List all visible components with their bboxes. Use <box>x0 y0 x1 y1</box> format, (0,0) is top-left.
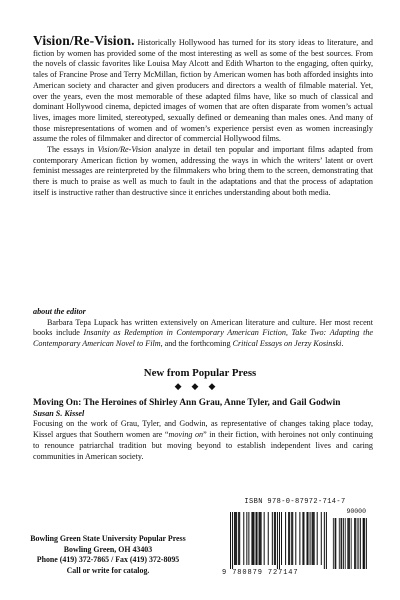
barcode-bar <box>239 512 240 565</box>
barcode-bar <box>257 512 258 565</box>
about-editor-section <box>33 307 373 350</box>
publisher-city: Bowling Green, OH 43403 <box>63 544 153 554</box>
barcode-bar <box>264 512 265 565</box>
price-code: 90000 <box>346 508 366 515</box>
about-editor-label: about the editor <box>33 307 86 316</box>
barcode-bar <box>274 512 275 565</box>
barcode-bar <box>307 512 308 565</box>
barcode-bar <box>272 512 273 565</box>
isbn-barcode <box>222 498 368 580</box>
barcode-addon-bar <box>366 518 367 569</box>
barcode-addon-bar <box>343 518 344 569</box>
barcode-bar <box>230 512 231 569</box>
barcode-bar <box>314 512 315 565</box>
barcode-bar <box>260 512 261 565</box>
barcode-bar <box>256 512 257 565</box>
featured-book-author: Susan S. Kissel <box>33 408 85 418</box>
barcode-addon-bar <box>341 518 342 569</box>
barcode-bar <box>312 512 313 565</box>
barcode-bar <box>308 512 309 565</box>
barcode-bar <box>303 512 304 565</box>
barcode-addon-bar <box>335 518 336 569</box>
featured-book-title: Moving On: The Heroines of Shirley Ann Grau, Anne Tyler, and Gail Godwin <box>33 398 341 408</box>
barcode-bar <box>326 512 327 569</box>
barcode-addon-bar <box>345 518 346 569</box>
barcode-bar <box>317 512 318 565</box>
barcode-addon-bar <box>349 518 350 569</box>
barcode-bar <box>292 512 293 565</box>
barcode-addon-bar <box>364 518 365 569</box>
new-from-heading: New from Popular Press <box>143 367 257 379</box>
book-title: Vision/Re-Vision. <box>33 33 135 48</box>
barcode-icon <box>222 506 368 570</box>
barcode-addon-bar <box>355 518 356 569</box>
publisher-phone: Phone (419) 372-7865 / Fax (419) 372-8095 <box>36 555 180 564</box>
barcode-bar <box>236 512 237 565</box>
featured-book <box>33 398 373 462</box>
barcode-bar <box>324 512 325 569</box>
barcode-addon-bar <box>363 518 364 569</box>
barcode-addon-bar <box>339 518 340 569</box>
barcode-addon-bar <box>348 518 349 569</box>
barcode-bar <box>313 512 314 565</box>
publisher-info <box>28 534 188 576</box>
barcode-bar <box>302 512 303 565</box>
barcode-bar <box>243 512 244 565</box>
title-reference: Vision/Re-Vision <box>97 145 152 155</box>
barcode-addon-bar <box>354 518 355 569</box>
barcode-bar <box>295 512 296 565</box>
barcode-addon-bar <box>341 518 342 569</box>
barcode-bar <box>251 512 252 565</box>
barcode-bar <box>268 512 269 565</box>
barcode-addon-bar <box>335 518 336 569</box>
barcode-bar <box>281 512 282 565</box>
barcode-bar <box>310 512 311 565</box>
diamond-ornament-icon: ◆◆◆ <box>174 381 226 391</box>
barcode-bar <box>321 512 322 565</box>
barcode-bar <box>238 512 239 565</box>
barcode-addon-bar <box>358 518 359 569</box>
barcode-bar <box>291 512 292 565</box>
about-editor-text: Barbara Tepa Lupack has written extensively on American literature and culture. Her most recent books include Insanity as Redemption in Contemporary American Fiction, Take Two: Adapting the Contemporary American Novel to Film, and the forthcoming Critical Essays on Jerzy Kosinski. <box>33 317 374 349</box>
barcode-addon-bar <box>347 518 348 569</box>
barcode-bar <box>288 512 289 565</box>
publisher-note: Call or write for catalog. <box>66 565 150 575</box>
description-paragraph-2: The essays in Vision/Re-Vision analyze in detail ten popular and important films adapted from contemporary American fiction by women, addressing the ways in which the writers’ latent or overt feminist messages are reinterpreted by the filmmakers who bring them to the screen, demonstrating that there is much to praise as well as much to fault in the adaptations and that the process of adaptation itself is instructive rather than destructive since it enriches understanding about both media. <box>33 145 373 197</box>
featured-book-description: Focusing on the work of Grau, Tyler, and Godwin, as representative of changes taking place today, Kissel argues that Southern women are “moving on” in their fiction, with heroines not only continuing to renounce patriarchal tradition but moving beyond to establish independent lives and caring communities in American society. <box>33 419 373 461</box>
barcode-bar <box>289 512 290 565</box>
barcode-bar <box>285 512 286 565</box>
description-paragraph-1 <box>33 33 373 145</box>
barcode-bar <box>261 512 262 565</box>
barcode-bar <box>299 512 300 565</box>
barcode-addon-bar <box>333 518 334 569</box>
barcode-bar <box>234 512 235 565</box>
barcode-bar <box>248 512 249 565</box>
barcode-addon-bar <box>364 518 365 569</box>
barcode-addon-bar <box>351 518 352 569</box>
barcode-bar <box>235 512 236 565</box>
publisher-name: Bowling Green State University Popular Press <box>30 534 186 543</box>
barcode-bar <box>275 512 276 565</box>
description-block <box>33 33 373 199</box>
barcode-bar <box>246 512 247 565</box>
isbn-label: ISBN 978-0-87972-714-7 <box>244 498 346 506</box>
barcode-bar <box>252 512 253 565</box>
barcode-bar <box>277 512 278 569</box>
barcode-bar <box>253 512 254 565</box>
barcode-bar <box>232 512 233 569</box>
ean-digits: 9 780879 727147 <box>222 569 299 577</box>
barcode-addon-bar <box>357 518 358 569</box>
barcode-bar <box>279 512 280 569</box>
description-text-1: Historically Hollywood has turned for its story ideas to literature, and fiction by women has provided some of the most interesting as well as some of the best sources. From the novels of classic favorites like Louisa May Alcott and Edith Wharton to the engaging, often quirky, tales of Francine Prose and Terry McMillan, fiction by American women has both afforded insights into American society and character and given producers and directors a wealth of filmable material. Yet, over the years, even the most memorable of these adapted films have, like so much of classical and dominant Hollywood cinema, depicted images of women that are often disparate from women’s actual lives, images more limited, stereotyped, sexually defined or demeaning than males ones. And many of those misrepresentations of women and of women’s experience persist even as women increasingly assume the roles of filmmaker and director of commercial Hollywood films. <box>33 38 373 144</box>
barcode-addon-bar <box>360 518 361 569</box>
barcode-bar <box>259 512 260 565</box>
